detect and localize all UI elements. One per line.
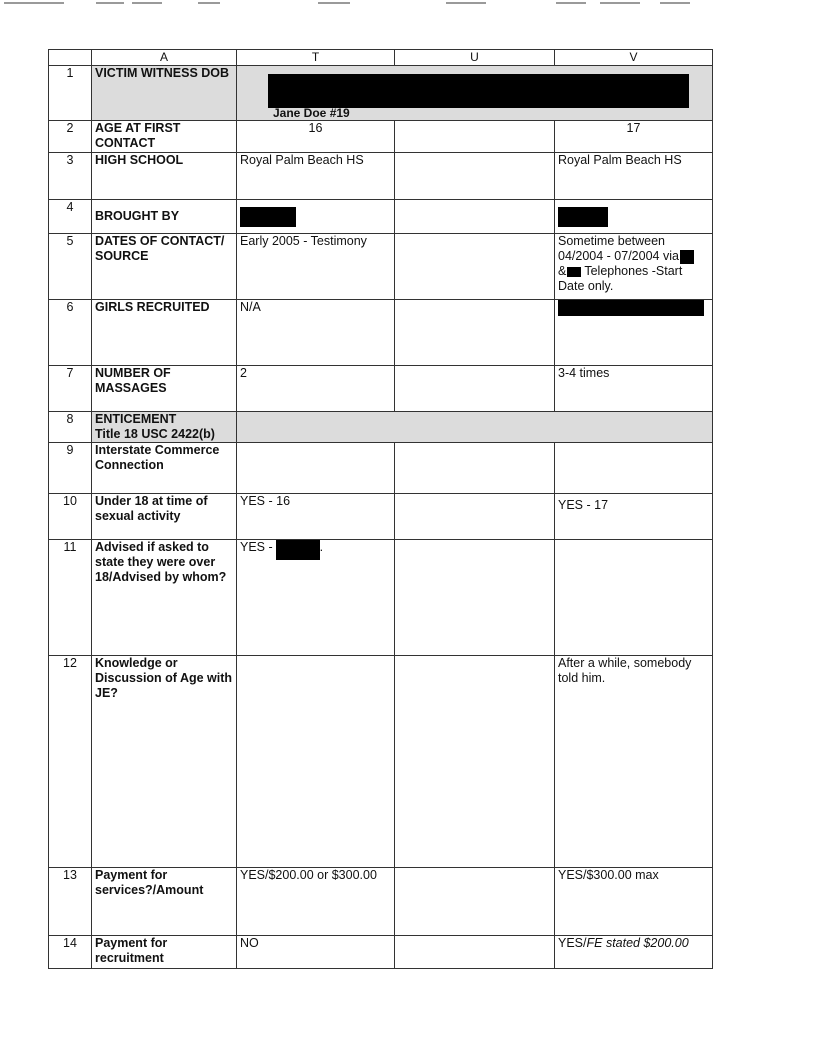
row-number: 9 xyxy=(49,443,92,494)
row-number: 3 xyxy=(49,153,92,200)
cell-v[interactable] xyxy=(555,936,713,969)
table-row xyxy=(49,300,713,366)
row-number: 4 xyxy=(49,200,92,234)
cell-u[interactable] xyxy=(395,153,555,200)
table-row xyxy=(49,200,713,234)
cell-v-text: YES - 17 xyxy=(558,498,609,512)
row-label: AGE AT FIRST CONTACT xyxy=(92,121,237,153)
row-label: Under 18 at time of sexual activity xyxy=(92,494,237,540)
table-row xyxy=(49,936,713,969)
redaction-bar xyxy=(268,74,689,108)
cell-t[interactable] xyxy=(237,540,395,656)
dates-line-4: Date only. xyxy=(558,279,614,293)
cell-v[interactable]: After a while, somebody told him. xyxy=(555,656,713,868)
row-label xyxy=(92,412,237,443)
row-label: Knowledge or Discussion of Age with JE? xyxy=(92,656,237,868)
cell-t[interactable] xyxy=(237,200,395,234)
cell-u[interactable] xyxy=(395,443,555,494)
cell-u[interactable] xyxy=(395,656,555,868)
row-label xyxy=(92,200,237,234)
cell-t[interactable]: NO xyxy=(237,936,395,969)
column-header-t[interactable]: T xyxy=(237,50,395,66)
table-row xyxy=(49,121,713,153)
cell-v[interactable] xyxy=(555,443,713,494)
advised-prefix: YES - xyxy=(240,540,273,554)
row-label: Payment for recruitment xyxy=(92,936,237,969)
table-row xyxy=(49,234,713,300)
dates-line-3 xyxy=(558,264,709,279)
section-header-fill xyxy=(237,412,713,443)
cell-u[interactable] xyxy=(395,234,555,300)
cell-u[interactable] xyxy=(395,868,555,936)
dates-line-3-text: Telephones -Start xyxy=(584,264,683,278)
cell-u[interactable] xyxy=(395,121,555,153)
column-header-a[interactable]: A xyxy=(92,50,237,66)
row-label: NUMBER OF MASSAGES xyxy=(92,366,237,412)
cell-u[interactable] xyxy=(395,936,555,969)
cell-t[interactable]: N/A xyxy=(237,300,395,366)
recruitment-note: FE stated $200.00 xyxy=(586,936,689,950)
jane-doe-label: Jane Doe #19 xyxy=(273,106,350,120)
redaction-bar xyxy=(240,207,296,227)
section-subtitle: Title 18 USC 2422(b) xyxy=(95,427,215,441)
cell-v[interactable] xyxy=(555,200,713,234)
cell-u[interactable] xyxy=(395,366,555,412)
cell-u[interactable] xyxy=(395,494,555,540)
redaction-bar xyxy=(567,267,581,277)
advised-suffix: . xyxy=(319,540,324,554)
redaction-bar xyxy=(276,540,320,560)
dates-line-2 xyxy=(558,249,709,264)
row-label: Advised if asked to state they were over 18/Advised by whom? xyxy=(92,540,237,656)
cell-t[interactable] xyxy=(237,656,395,868)
cell-v[interactable] xyxy=(555,494,713,540)
dates-line-2-text: 04/2004 - 07/2004 via xyxy=(558,249,679,263)
row-number: 5 xyxy=(49,234,92,300)
victim-header-cell xyxy=(237,66,713,121)
row-number: 11 xyxy=(49,540,92,656)
cell-v[interactable]: Royal Palm Beach HS xyxy=(555,153,713,200)
row-label: DATES OF CONTACT/ SOURCE xyxy=(92,234,237,300)
cell-v[interactable]: YES/$300.00 max xyxy=(555,868,713,936)
table-row xyxy=(49,494,713,540)
row-number: 10 xyxy=(49,494,92,540)
table-row xyxy=(49,153,713,200)
row-number: 13 xyxy=(49,868,92,936)
column-header-row xyxy=(49,50,713,66)
recruitment-prefix: YES/ xyxy=(558,936,587,950)
table-row xyxy=(49,540,713,656)
row-number: 14 xyxy=(49,936,92,969)
row-number: 6 xyxy=(49,300,92,366)
cell-v[interactable]: 17 xyxy=(555,121,713,153)
table-row xyxy=(49,656,713,868)
row-number: 2 xyxy=(49,121,92,153)
column-header-u[interactable]: U xyxy=(395,50,555,66)
cell-u[interactable] xyxy=(395,300,555,366)
column-header-v[interactable]: V xyxy=(555,50,713,66)
row-number: 1 xyxy=(49,66,92,121)
cell-t[interactable]: Royal Palm Beach HS xyxy=(237,153,395,200)
table-row xyxy=(49,66,713,121)
redaction-bar xyxy=(680,250,694,264)
row-number: 8 xyxy=(49,412,92,443)
cell-t[interactable]: Early 2005 - Testimony xyxy=(237,234,395,300)
row-number: 7 xyxy=(49,366,92,412)
row-label: GIRLS RECRUITED xyxy=(92,300,237,366)
dates-line-3-prefix: & xyxy=(558,264,567,278)
cell-t[interactable]: YES - 16 xyxy=(237,494,395,540)
cell-v[interactable]: 3-4 times xyxy=(555,366,713,412)
row-number: 12 xyxy=(49,656,92,868)
table-row xyxy=(49,443,713,494)
table-row xyxy=(49,868,713,936)
dates-line-1: Sometime between xyxy=(558,234,666,248)
section-title: ENTICEMENT xyxy=(95,412,177,426)
cell-u[interactable] xyxy=(395,200,555,234)
cell-t[interactable]: 2 xyxy=(237,366,395,412)
row-label-text: BROUGHT BY xyxy=(95,209,180,223)
redaction-bar xyxy=(558,207,608,227)
cell-v[interactable] xyxy=(555,234,713,300)
row-label: Interstate Commerce Connection xyxy=(92,443,237,494)
table-row xyxy=(49,366,713,412)
cell-t[interactable] xyxy=(237,443,395,494)
top-scan-marks xyxy=(0,0,819,8)
row-label: VICTIM WITNESS DOB xyxy=(92,66,237,121)
corner-cell xyxy=(49,50,92,66)
row-label: Payment for services?/Amount xyxy=(92,868,237,936)
cell-v[interactable] xyxy=(555,540,713,656)
spreadsheet-table xyxy=(48,49,713,969)
cell-u[interactable] xyxy=(395,540,555,656)
cell-t[interactable]: YES/$200.00 or $300.00 xyxy=(237,868,395,936)
cell-t[interactable]: 16 xyxy=(237,121,395,153)
table-row xyxy=(49,412,713,443)
cell-v[interactable] xyxy=(555,300,713,366)
redaction-bar xyxy=(558,300,704,316)
row-label: HIGH SCHOOL xyxy=(92,153,237,200)
